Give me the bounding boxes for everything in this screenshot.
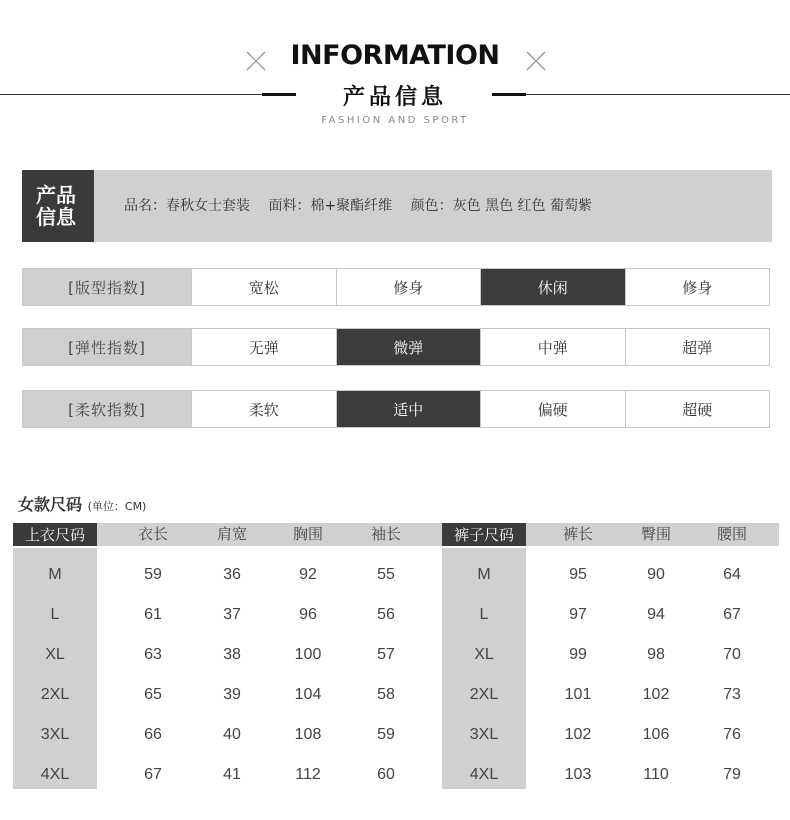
pants-size-value: 110 xyxy=(643,766,669,783)
page-title-cn: 产品信息 xyxy=(342,85,447,110)
pants-size-value: 67 xyxy=(723,606,741,623)
top-size-value: 63 xyxy=(144,646,162,663)
top-size-value: 41 xyxy=(223,766,241,783)
pants-size-label: 2XL xyxy=(469,686,499,703)
top-size-value: 55 xyxy=(377,566,395,583)
top-size-value: 58 xyxy=(377,686,395,703)
pants-size-label: M xyxy=(477,566,491,583)
top-size-value: 112 xyxy=(295,766,321,783)
pants-size-value: 79 xyxy=(723,766,741,783)
index-option: 休闲 xyxy=(480,269,625,305)
top-size-value: 66 xyxy=(144,726,162,743)
index-option: 偏硬 xyxy=(480,391,625,427)
index-option: 柔软 xyxy=(191,391,336,427)
product-info-tag-line1: 产品 xyxy=(36,183,76,207)
top-size-value: 59 xyxy=(144,566,162,583)
size-table-unit: (单位：CM) xyxy=(87,500,147,513)
top-size-value: 40 xyxy=(223,726,241,743)
pants-size-label: L xyxy=(479,606,489,623)
index-option: 中弹 xyxy=(480,329,625,365)
top-size-label: 2XL xyxy=(40,686,70,703)
size-table-title xyxy=(18,492,146,515)
pants-size-label: XL xyxy=(474,646,494,663)
pants-size-value: 106 xyxy=(642,726,670,743)
top-column-header: 袖长 xyxy=(370,525,401,543)
pants-size-header: 裤子尺码 xyxy=(442,523,526,546)
index-label: [版型指数] xyxy=(23,269,191,305)
pants-column-header: 腰围 xyxy=(716,525,747,543)
top-column-header: 胸围 xyxy=(292,525,323,543)
pants-size-value: 98 xyxy=(647,646,665,663)
pants-size-value: 76 xyxy=(723,726,741,743)
index-option: 微弹 xyxy=(336,329,481,365)
pants-size-value: 97 xyxy=(569,606,587,623)
size-table-title-text: 女款尺码 xyxy=(18,495,83,514)
top-size-header: 上衣尺码 xyxy=(13,523,97,546)
top-column-header: 肩宽 xyxy=(216,525,247,543)
top-size-label: XL xyxy=(45,646,65,663)
top-size-value: 39 xyxy=(223,686,241,703)
index-label: [柔软指数] xyxy=(23,391,191,427)
index-row xyxy=(22,328,770,366)
top-size-value: 60 xyxy=(377,766,395,783)
product-info-text xyxy=(124,170,606,242)
pants-size-value: 90 xyxy=(647,566,665,583)
top-size-value: 100 xyxy=(294,646,322,663)
product-info-tag xyxy=(22,170,94,242)
product-info-tag-line2: 信息 xyxy=(36,205,76,229)
pants-size-label: 3XL xyxy=(469,726,499,743)
index-option: 修身 xyxy=(625,269,770,305)
pants-size-value: 101 xyxy=(564,686,592,703)
index-option: 修身 xyxy=(336,269,481,305)
top-size-value: 104 xyxy=(294,686,322,703)
index-option: 超硬 xyxy=(625,391,770,427)
top-size-value: 96 xyxy=(299,606,317,623)
top-size-value: 59 xyxy=(377,726,395,743)
top-size-value: 61 xyxy=(144,606,162,623)
top-size-value: 65 xyxy=(144,686,162,703)
pants-size-value: 102 xyxy=(564,726,592,743)
pants-column-header: 臀围 xyxy=(640,525,671,543)
pants-size-value: 64 xyxy=(723,566,741,583)
product-color: 颜色：灰色 黑色 红色 葡萄紫 xyxy=(410,198,592,214)
top-size-value: 57 xyxy=(377,646,395,663)
top-size-value: 67 xyxy=(144,766,162,783)
top-size-label: L xyxy=(50,606,60,623)
product-info-box xyxy=(22,170,772,242)
top-size-value: 36 xyxy=(223,566,241,583)
index-option: 无弹 xyxy=(191,329,336,365)
index-row xyxy=(22,268,770,306)
pants-size-value: 103 xyxy=(564,766,592,783)
pants-size-value: 99 xyxy=(569,646,587,663)
page-subtitle: FASHION AND SPORT xyxy=(321,115,469,126)
top-column-header: 衣长 xyxy=(137,525,168,543)
top-size-value: 92 xyxy=(299,566,317,583)
pants-size-value: 73 xyxy=(723,686,741,703)
pants-size-value: 95 xyxy=(569,566,587,583)
top-size-value: 56 xyxy=(377,606,395,623)
index-option: 超弹 xyxy=(625,329,770,365)
index-label: [弹性指数] xyxy=(23,329,191,365)
page-title-en: INFORMATION xyxy=(290,40,500,71)
top-size-label: 3XL xyxy=(40,726,70,743)
pants-size-value: 70 xyxy=(723,646,741,663)
top-size-value: 108 xyxy=(294,726,322,743)
top-size-value: 38 xyxy=(223,646,241,663)
pants-size-value: 102 xyxy=(642,686,670,703)
pants-size-value: 94 xyxy=(647,606,665,623)
pants-column-header: 裤长 xyxy=(562,525,593,543)
pants-size-label: 4XL xyxy=(469,766,499,783)
top-size-label: 4XL xyxy=(40,766,70,783)
product-name: 品名：春秋女士套装 xyxy=(124,198,250,214)
top-size-label: M xyxy=(48,566,62,583)
top-size-value: 37 xyxy=(223,606,241,623)
product-material: 面料：棉+聚酯纤维 xyxy=(268,198,393,214)
index-row xyxy=(22,390,770,428)
index-option: 适中 xyxy=(336,391,481,427)
index-option: 宽松 xyxy=(191,269,336,305)
